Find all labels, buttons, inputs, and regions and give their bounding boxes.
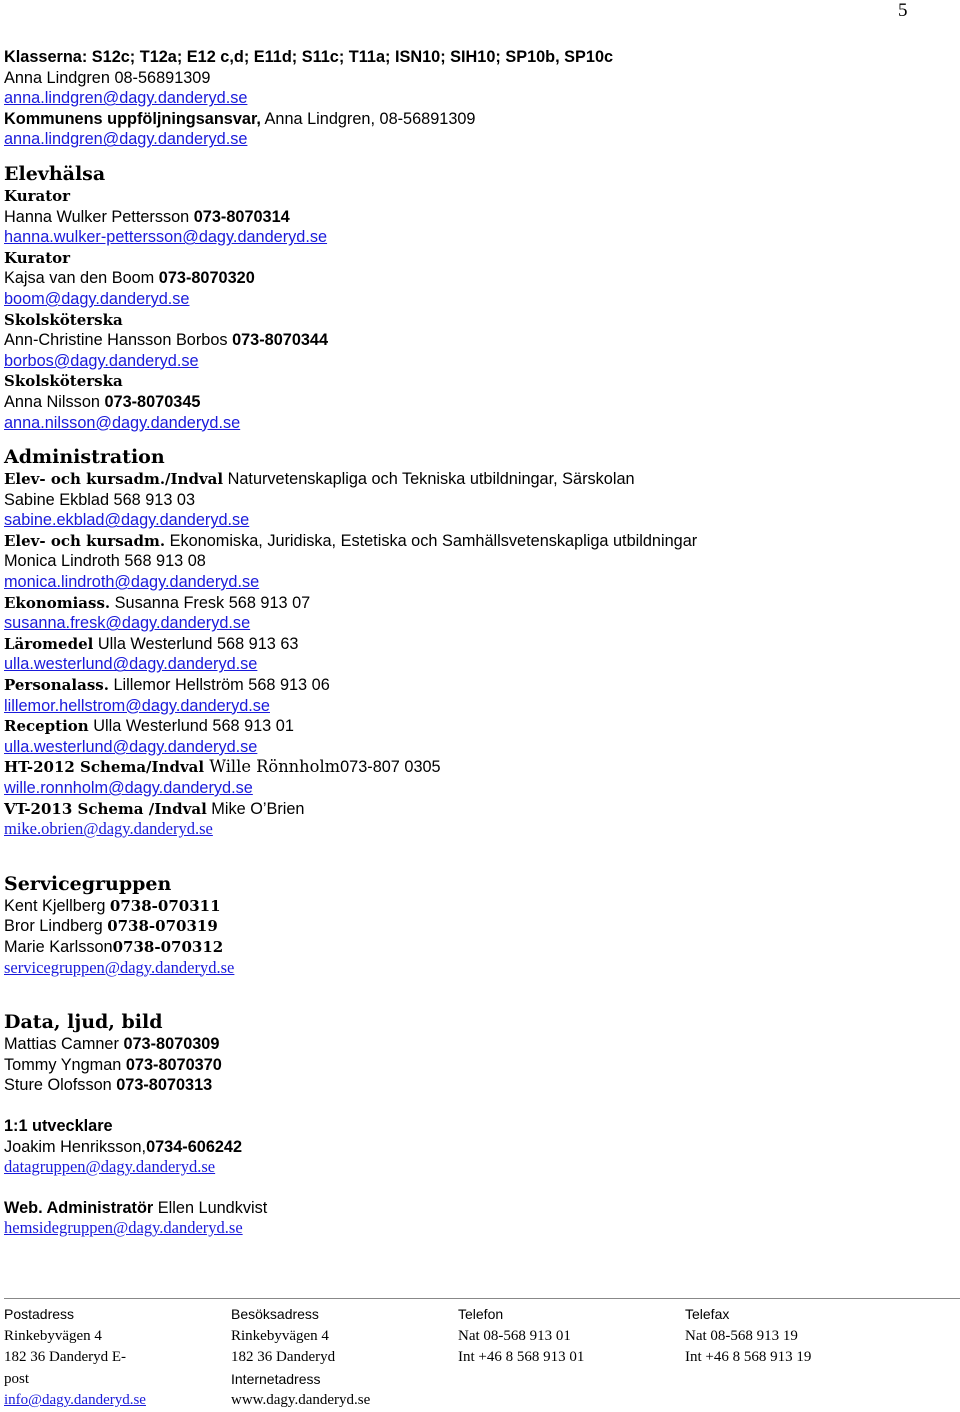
footer-text: Nat 08-568 913 19 [685, 1327, 798, 1344]
data-list [4, 1034, 944, 1096]
person-phone: 0738-070311 [109, 896, 221, 915]
role-text: Skolsköterska [4, 310, 123, 329]
servicegruppen-list [4, 896, 944, 958]
entry-text: Ulla Westerlund 568 913 63 [93, 634, 299, 653]
person-phone: 073-8070309 [123, 1035, 220, 1054]
person-name: Hanna Wulker Pettersson [4, 207, 194, 226]
person-name: Joakim Henriksson, [4, 1137, 147, 1156]
admin-entry-line [4, 593, 944, 614]
person-name: Tommy Yngman [4, 1055, 126, 1074]
section-heading-elevhalsa: Elevhälsa [4, 162, 106, 185]
footer-header: Besöksadress [231, 1306, 319, 1322]
footer-text: 182 36 Danderyd E- [4, 1349, 127, 1365]
email-link[interactable]: sabine.ekblad@dagy.danderyd.se [4, 511, 250, 530]
footer-text: Int +46 8 568 913 19 [685, 1349, 812, 1365]
footer-header: Postadress [4, 1306, 75, 1322]
entry-text: Susanna Fresk 568 913 07 [110, 593, 311, 612]
classes-line: Klasserna: S12c; T12a; E12 c,d; E11d; S11c; T11a; ISN10; SIH10; SP10b, SP10c [4, 48, 614, 66]
person-name: Wille Rönnholm [204, 757, 341, 777]
kommun-line [4, 109, 944, 130]
email-row [4, 737, 944, 758]
email-link[interactable]: hanna.wulker-pettersson@dagy.danderyd.se [4, 228, 328, 247]
admin-entry-line [4, 531, 944, 552]
email-link[interactable]: susanna.fresk@dagy.danderyd.se [4, 614, 251, 633]
email-link[interactable]: mike.obrien@dagy.danderyd.se [4, 819, 213, 839]
person-name: Sture Olofsson [4, 1076, 117, 1095]
person-name: Kajsa van den Boom [4, 269, 159, 288]
footer-header: Telefax [685, 1306, 730, 1322]
utvecklare-line [4, 1137, 944, 1158]
entry-text: Lillemor Hellström 568 913 06 [108, 676, 330, 695]
person-phone: 073-8070314 [193, 207, 290, 226]
section-heading-servicegruppen: Servicegruppen [4, 872, 172, 895]
role-text: Skolsköterska [4, 372, 123, 391]
role-text: Kurator [4, 186, 71, 205]
person-phone: 073-8070370 [125, 1055, 222, 1074]
role-label [4, 310, 944, 331]
footer-text: Nat 08-568 913 01 [458, 1327, 571, 1344]
footer-telefax [685, 1326, 912, 1412]
person-line [4, 207, 944, 228]
person-line: Monica Lindroth 568 913 08 [4, 552, 206, 571]
footer-text: post [4, 1370, 30, 1387]
email-row [4, 227, 944, 248]
person-name: Kent Kjellberg [4, 896, 110, 915]
email-link[interactable]: hemsidegruppen@dagy.danderyd.se [4, 1218, 243, 1238]
person-line [4, 896, 944, 917]
email-link[interactable]: anna.lindgren@dagy.danderyd.se [4, 130, 248, 149]
person-name: Bror Lindberg [4, 917, 108, 936]
page-number: 5 [898, 0, 908, 21]
entry-text: Ekonomiska, Juridiska, Estetiska och Samhällsvetenskapliga utbildningar [165, 531, 698, 550]
person-line [4, 1075, 944, 1096]
footer-telefon [458, 1326, 685, 1412]
admin-entry-line [4, 716, 944, 737]
person-phone: 073-8070344 [232, 331, 329, 350]
email-row [4, 819, 944, 840]
email-row [4, 351, 944, 372]
person-line: Sabine Ekblad 568 913 03 [4, 490, 196, 509]
contact-name-phone: Anna Lindgren 08-56891309 [4, 68, 211, 87]
footer-text: Rinkebyvägen 4 [231, 1327, 329, 1344]
admin-entry-line [4, 757, 944, 778]
entry-text: 073-807 0305 [340, 758, 441, 777]
entry-text: Ulla Westerlund 568 913 01 [88, 717, 294, 736]
role-text: HT-2012 Schema/Indval [4, 758, 205, 777]
kommun-text: Anna Lindgren, 08-56891309 [260, 109, 476, 128]
email-link[interactable]: ulla.westerlund@dagy.danderyd.se [4, 655, 258, 674]
email-link[interactable]: anna.nilsson@dagy.danderyd.se [4, 413, 241, 432]
footer [4, 1298, 960, 1412]
person-line [4, 1055, 944, 1076]
person-line [4, 268, 944, 289]
role-text: Läromedel [4, 634, 94, 653]
role-text: VT-2013 Schema /Indval [4, 799, 207, 818]
person-line [4, 1034, 944, 1055]
role-text: Elev- och kursadm./Indval [4, 470, 224, 489]
person-line [4, 916, 944, 937]
email-link[interactable]: borbos@dagy.danderyd.se [4, 351, 199, 370]
role-label [4, 248, 944, 269]
person-name: Marie Karlsson [4, 937, 113, 956]
email-row [4, 413, 944, 434]
web-admin-line [4, 1198, 944, 1219]
role-text: Reception [4, 717, 89, 736]
section-heading-administration: Administration [4, 446, 165, 469]
person-phone: 073-8070345 [104, 392, 201, 411]
role-label [4, 186, 944, 207]
admin-entry-line [4, 675, 944, 696]
admin-entry-line [4, 634, 944, 655]
entry-text: Naturvetenskapliga och Tekniska utbildningar, Särskolan [223, 470, 635, 489]
person-phone: 0738-070319 [107, 917, 218, 936]
kommun-label: Kommunens uppföljningsansvar, [4, 109, 261, 128]
person-phone: 073-8070313 [116, 1076, 213, 1095]
email-row [4, 510, 944, 531]
email-link[interactable]: ulla.westerlund@dagy.danderyd.se [4, 737, 258, 756]
administration-list [4, 469, 944, 840]
person-name: Anna Nilsson [4, 392, 105, 411]
email-row [4, 696, 944, 717]
email-row [4, 613, 944, 634]
person-line [4, 330, 944, 351]
email-row [4, 572, 944, 593]
person-line [4, 392, 944, 413]
elevhalsa-list [4, 186, 944, 433]
section-heading-data: Data, ljud, bild [4, 1011, 163, 1034]
role-text: Personalass. [4, 676, 109, 695]
footer-besoksadress [231, 1326, 458, 1412]
entry-text: Mike O’Brien [206, 799, 305, 818]
role-text: Ekonomiass. [4, 593, 111, 612]
person-phone: 0738-070312 [112, 937, 224, 956]
footer-email-link[interactable]: info@dagy.danderyd.se [4, 1392, 146, 1408]
web-admin-label: Web. Administratör [4, 1198, 154, 1217]
footer-postadress [4, 1326, 231, 1412]
utvecklare-label: 1:1 utvecklare [4, 1116, 113, 1135]
email-link[interactable]: servicegruppen@dagy.danderyd.se [4, 957, 235, 977]
web-admin-name: Ellen Lundkvist [153, 1198, 268, 1217]
person-phone: 073-8070320 [158, 269, 255, 288]
email-link[interactable]: monica.lindroth@dagy.danderyd.se [4, 573, 260, 592]
footer-header: Telefon [458, 1306, 504, 1322]
footer-web-address: www.dagy.danderyd.se [231, 1392, 371, 1408]
person-name: Ann-Christine Hansson Borbos [4, 331, 233, 350]
document-body [4, 47, 944, 1239]
email-row [4, 778, 944, 799]
role-text: Elev- och kursadm. [4, 531, 166, 550]
admin-entry-line [4, 799, 944, 820]
email-link[interactable]: wille.ronnholm@dagy.danderyd.se [4, 779, 253, 797]
admin-entry-line [4, 469, 944, 490]
email-row [4, 654, 944, 675]
footer-text: Int +46 8 568 913 01 [458, 1349, 585, 1365]
person-line [4, 937, 944, 958]
role-label [4, 371, 944, 392]
footer-internet-label: Internetadress [231, 1370, 321, 1387]
person-phone: 0734-606242 [146, 1137, 243, 1156]
role-text: Kurator [4, 248, 71, 267]
person-name: Mattias Camner [4, 1035, 124, 1054]
email-link[interactable]: boom@dagy.danderyd.se [4, 289, 190, 308]
email-link[interactable]: datagruppen@dagy.danderyd.se [4, 1157, 216, 1177]
email-row [4, 289, 944, 310]
footer-text: 182 36 Danderyd [231, 1349, 336, 1365]
email-link[interactable]: anna.lindgren@dagy.danderyd.se [4, 89, 248, 108]
footer-text: Rinkebyvägen 4 [4, 1327, 102, 1344]
email-link[interactable]: lillemor.hellstrom@dagy.danderyd.se [4, 696, 270, 715]
